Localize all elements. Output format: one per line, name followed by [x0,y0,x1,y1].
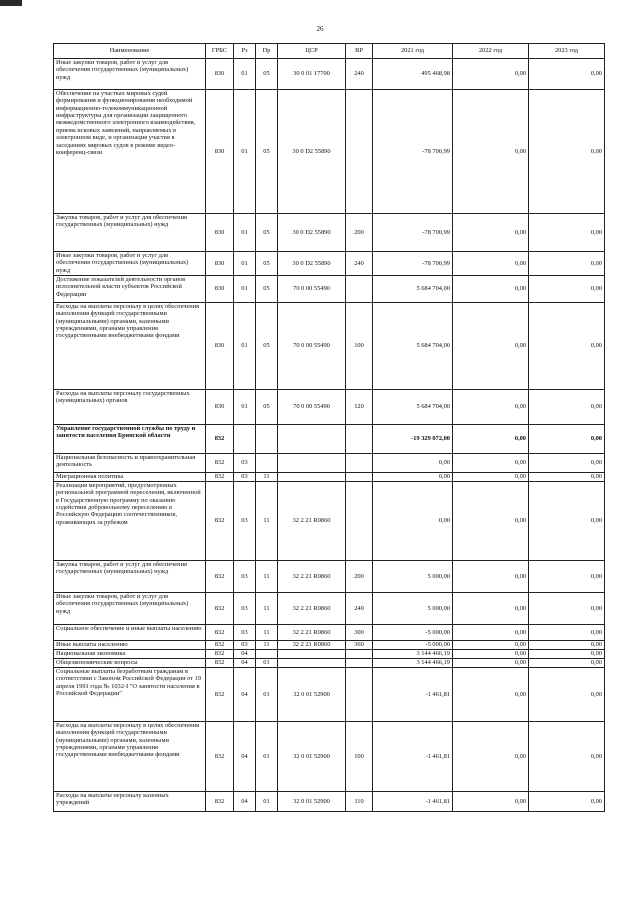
cell-grbs: 832 [206,593,234,625]
cell-name: Национальная экономика [54,650,206,659]
cell-grbs: 832 [206,641,234,650]
cell-csr [278,473,346,482]
cell-rz: 04 [234,650,256,659]
cell-grbs: 830 [206,214,234,252]
cell-y2021: -1 461,81 [373,792,453,812]
cell-csr: 32 2 21 R0860 [278,482,346,561]
cell-vr [346,668,373,722]
cell-csr: 32 2 21 R0860 [278,561,346,593]
cell-rz: 03 [234,593,256,625]
cell-y2022: 0,00 [453,659,529,668]
cell-name: Расходы на выплаты персоналу в целях обеспечения выполнения функций государственными (муниципальными) органами, казенными учреждениями, органами управления государственными внебюджетными фондами [54,303,206,390]
col-header-rz: Рз [234,44,256,59]
cell-pr [256,425,278,454]
table-row [54,641,605,650]
table-row [54,425,605,454]
cell-csr: 32 2 21 R0860 [278,641,346,650]
cell-name: Миграционная политика [54,473,206,482]
cell-csr [278,425,346,454]
table-row [54,276,605,303]
cell-y2022: 0,00 [453,650,529,659]
cell-y2021: 0,00 [373,482,453,561]
table-row [54,659,605,668]
cell-vr: 240 [346,252,373,276]
cell-y2023: 0,00 [529,792,605,812]
cell-vr [346,482,373,561]
cell-y2023: 0,00 [529,276,605,303]
cell-name: Реализация мероприятий, предусмотренных региональной программой переселения, включенной в Государственную программу по оказанию содействия добровольному переселению в Российскую Федерацию соотечественников, проживающих за рубежом [54,482,206,561]
cell-y2022: 0,00 [453,593,529,625]
cell-y2022: 0,00 [453,214,529,252]
col-header-2023: 2023 год [529,44,605,59]
cell-y2022: 0,00 [453,625,529,641]
cell-rz: 03 [234,454,256,473]
cell-vr: 120 [346,390,373,425]
col-header-pr: Пр [256,44,278,59]
cell-y2021: -19 329 072,00 [373,425,453,454]
cell-grbs: 830 [206,90,234,214]
cell-pr: 01 [256,792,278,812]
table-row [54,792,605,812]
cell-rz: 03 [234,561,256,593]
cell-grbs: 832 [206,668,234,722]
cell-y2021: -5 000,00 [373,625,453,641]
cell-y2021: 5 684 704,00 [373,303,453,390]
cell-pr: 05 [256,390,278,425]
cell-y2021: 0,00 [373,454,453,473]
table-row [54,593,605,625]
cell-grbs: 830 [206,252,234,276]
cell-name: Социальные выплаты безработным гражданам в соответствии с Законом Российской Федерации от 19 апреля 1991 года № 1032-I "О занятости населения в Российской Федерации" [54,668,206,722]
budget-table [53,43,605,812]
cell-name: Закупка товаров, работ и услуг для обеспечения государственных (муниципальных) нужд [54,214,206,252]
cell-rz: 01 [234,390,256,425]
cell-rz: 04 [234,668,256,722]
cell-y2021: -1 461,81 [373,668,453,722]
cell-rz: 03 [234,625,256,641]
cell-name: Национальная безопасность и правоохранительная деятельность [54,454,206,473]
cell-y2023: 0,00 [529,722,605,792]
cell-y2022: 0,00 [453,641,529,650]
cell-y2022: 0,00 [453,90,529,214]
cell-y2022: 0,00 [453,454,529,473]
cell-y2023: 0,00 [529,561,605,593]
cell-vr [346,425,373,454]
cell-vr: 360 [346,641,373,650]
cell-grbs: 830 [206,390,234,425]
table-row [54,650,605,659]
cell-grbs: 832 [206,792,234,812]
cell-csr: 32 0 01 52900 [278,668,346,722]
cell-csr: 32 2 21 R0860 [278,625,346,641]
cell-y2021: -1 461,81 [373,722,453,792]
cell-rz: 03 [234,641,256,650]
table-row [54,625,605,641]
table-row [54,561,605,593]
cell-y2021: 5 000,00 [373,593,453,625]
cell-csr [278,454,346,473]
cell-vr: 200 [346,561,373,593]
cell-grbs: 832 [206,425,234,454]
cell-grbs: 832 [206,650,234,659]
cell-y2023: 0,00 [529,668,605,722]
cell-pr [256,650,278,659]
cell-y2023: 0,00 [529,625,605,641]
cell-csr: 30 0 D2 55890 [278,252,346,276]
cell-grbs: 830 [206,303,234,390]
cell-y2022: 0,00 [453,792,529,812]
cell-csr: 30 0 D2 55890 [278,214,346,252]
cell-name: Расходы на выплаты персоналу в целях обеспечения выполнения функций государственными (муниципальными) органами, казенными учреждениями, органами управления государственными внебюджетными фондами [54,722,206,792]
cell-y2023: 0,00 [529,473,605,482]
cell-y2023: 0,00 [529,659,605,668]
cell-grbs: 832 [206,482,234,561]
scan-corner-mark [0,0,22,6]
cell-pr: 11 [256,561,278,593]
cell-rz: 01 [234,90,256,214]
cell-grbs: 832 [206,625,234,641]
cell-pr: 11 [256,625,278,641]
table-row [54,214,605,252]
cell-csr: 32 0 01 52900 [278,722,346,792]
cell-vr: 200 [346,214,373,252]
table-row [54,668,605,722]
cell-y2022: 0,00 [453,561,529,593]
col-header-vr: ВР [346,44,373,59]
cell-name: Иные выплаты населению [54,641,206,650]
cell-pr: 05 [256,59,278,90]
cell-y2021: 495 468,98 [373,59,453,90]
cell-pr: 11 [256,473,278,482]
col-header-name: Наименование [54,44,206,59]
page-number: 26 [316,25,324,33]
cell-y2023: 0,00 [529,454,605,473]
cell-rz: 04 [234,792,256,812]
cell-csr: 70 0 00 55490 [278,303,346,390]
cell-csr [278,650,346,659]
cell-pr: 01 [256,668,278,722]
cell-name: Управление государственной службы по труду и занятости населения Брянской области [54,425,206,454]
cell-grbs: 832 [206,659,234,668]
cell-y2022: 0,00 [453,473,529,482]
cell-y2021: 0,00 [373,473,453,482]
table-header-row [54,44,605,59]
cell-pr: 05 [256,214,278,252]
cell-rz: 01 [234,303,256,390]
cell-pr: 05 [256,276,278,303]
col-header-2022: 2022 год [453,44,529,59]
table-row [54,390,605,425]
cell-rz: 04 [234,659,256,668]
cell-vr [346,276,373,303]
cell-vr: 100 [346,722,373,792]
cell-csr: 70 0 00 55490 [278,390,346,425]
cell-name: Достижение показателей деятельности органов исполнительной власти субъектов Российской Федерации [54,276,206,303]
cell-y2023: 0,00 [529,252,605,276]
table-row [54,482,605,561]
cell-grbs: 832 [206,473,234,482]
cell-y2021: 3 144 466,19 [373,659,453,668]
cell-pr [256,454,278,473]
cell-rz [234,425,256,454]
cell-rz: 04 [234,722,256,792]
col-header-csr: ЦСР [278,44,346,59]
cell-y2022: 0,00 [453,276,529,303]
table-row [54,722,605,792]
cell-vr: 300 [346,625,373,641]
cell-vr [346,90,373,214]
cell-grbs: 830 [206,59,234,90]
cell-pr: 01 [256,722,278,792]
cell-vr [346,650,373,659]
cell-vr: 110 [346,792,373,812]
cell-y2023: 0,00 [529,90,605,214]
cell-vr [346,473,373,482]
cell-name: Расходы на выплаты персоналу казенных учреждений [54,792,206,812]
cell-y2023: 0,00 [529,650,605,659]
cell-rz: 01 [234,214,256,252]
cell-vr [346,454,373,473]
cell-y2022: 0,00 [453,425,529,454]
cell-csr: 70 0 00 55490 [278,276,346,303]
cell-y2022: 0,00 [453,668,529,722]
cell-y2023: 0,00 [529,390,605,425]
cell-y2022: 0,00 [453,59,529,90]
cell-y2022: 0,00 [453,390,529,425]
cell-name: Иные закупки товаров, работ и услуг для обеспечения государственных (муниципальных) нужд [54,252,206,276]
cell-name: Социальное обеспечение и иные выплаты населению [54,625,206,641]
cell-rz: 01 [234,276,256,303]
table-row [54,473,605,482]
cell-y2022: 0,00 [453,303,529,390]
cell-y2023: 0,00 [529,214,605,252]
cell-csr: 32 2 21 R0860 [278,593,346,625]
cell-csr: 30 0 D2 55890 [278,90,346,214]
cell-pr: 01 [256,659,278,668]
cell-y2021: 5 000,00 [373,561,453,593]
cell-name: Обеспечение на участках мировых судей формирования и функционирования необходимой информационно-телекоммуникационной инфраструктуры для организации защищенного межведомственного электронного взаимодействия, приема исковых заявлений, направляемых в электронном виде, и организация участия в заседаниях мировых судов в режиме видео-конференц-связи [54,90,206,214]
cell-y2021: -78 700,99 [373,90,453,214]
cell-vr: 240 [346,59,373,90]
cell-y2021: 5 684 704,00 [373,276,453,303]
col-header-grbs: ГРБС [206,44,234,59]
cell-pr: 11 [256,641,278,650]
cell-name: Расходы на выплаты персоналу государственных (муниципальных) органов [54,390,206,425]
cell-vr: 240 [346,593,373,625]
cell-y2023: 0,00 [529,482,605,561]
cell-rz: 03 [234,482,256,561]
cell-name: Общеэкономические вопросы [54,659,206,668]
col-header-2021: 2021 год [373,44,453,59]
cell-y2023: 0,00 [529,641,605,650]
table-row [54,90,605,214]
cell-name: Закупка товаров, работ и услуг для обеспечения государственных (муниципальных) нужд [54,561,206,593]
cell-name: Иные закупки товаров, работ и услуг для обеспечения государственных (муниципальных) нужд [54,593,206,625]
cell-pr: 05 [256,90,278,214]
cell-grbs: 832 [206,454,234,473]
cell-csr [278,659,346,668]
cell-grbs: 832 [206,561,234,593]
cell-csr: 30 0 01 17700 [278,59,346,90]
cell-pr: 05 [256,303,278,390]
cell-y2023: 0,00 [529,303,605,390]
cell-grbs: 832 [206,722,234,792]
table-row [54,454,605,473]
cell-y2022: 0,00 [453,722,529,792]
cell-name: Иные закупки товаров, работ и услуг для обеспечения государственных (муниципальных) нужд [54,59,206,90]
cell-grbs: 830 [206,276,234,303]
cell-vr [346,659,373,668]
cell-rz: 03 [234,473,256,482]
cell-y2023: 0,00 [529,425,605,454]
cell-y2021: -5 000,00 [373,641,453,650]
cell-y2023: 0,00 [529,593,605,625]
cell-rz: 01 [234,59,256,90]
cell-pr: 05 [256,252,278,276]
cell-y2021: -78 700,99 [373,252,453,276]
cell-y2023: 0,00 [529,59,605,90]
table-row [54,59,605,90]
cell-y2021: -78 700,99 [373,214,453,252]
cell-pr: 11 [256,482,278,561]
table-row [54,252,605,276]
cell-vr: 100 [346,303,373,390]
table-row [54,303,605,390]
cell-y2022: 0,00 [453,482,529,561]
cell-y2021: 5 684 704,00 [373,390,453,425]
cell-pr: 11 [256,593,278,625]
cell-rz: 01 [234,252,256,276]
cell-y2021: 3 144 466,19 [373,650,453,659]
cell-y2022: 0,00 [453,252,529,276]
cell-csr: 32 0 01 52900 [278,792,346,812]
